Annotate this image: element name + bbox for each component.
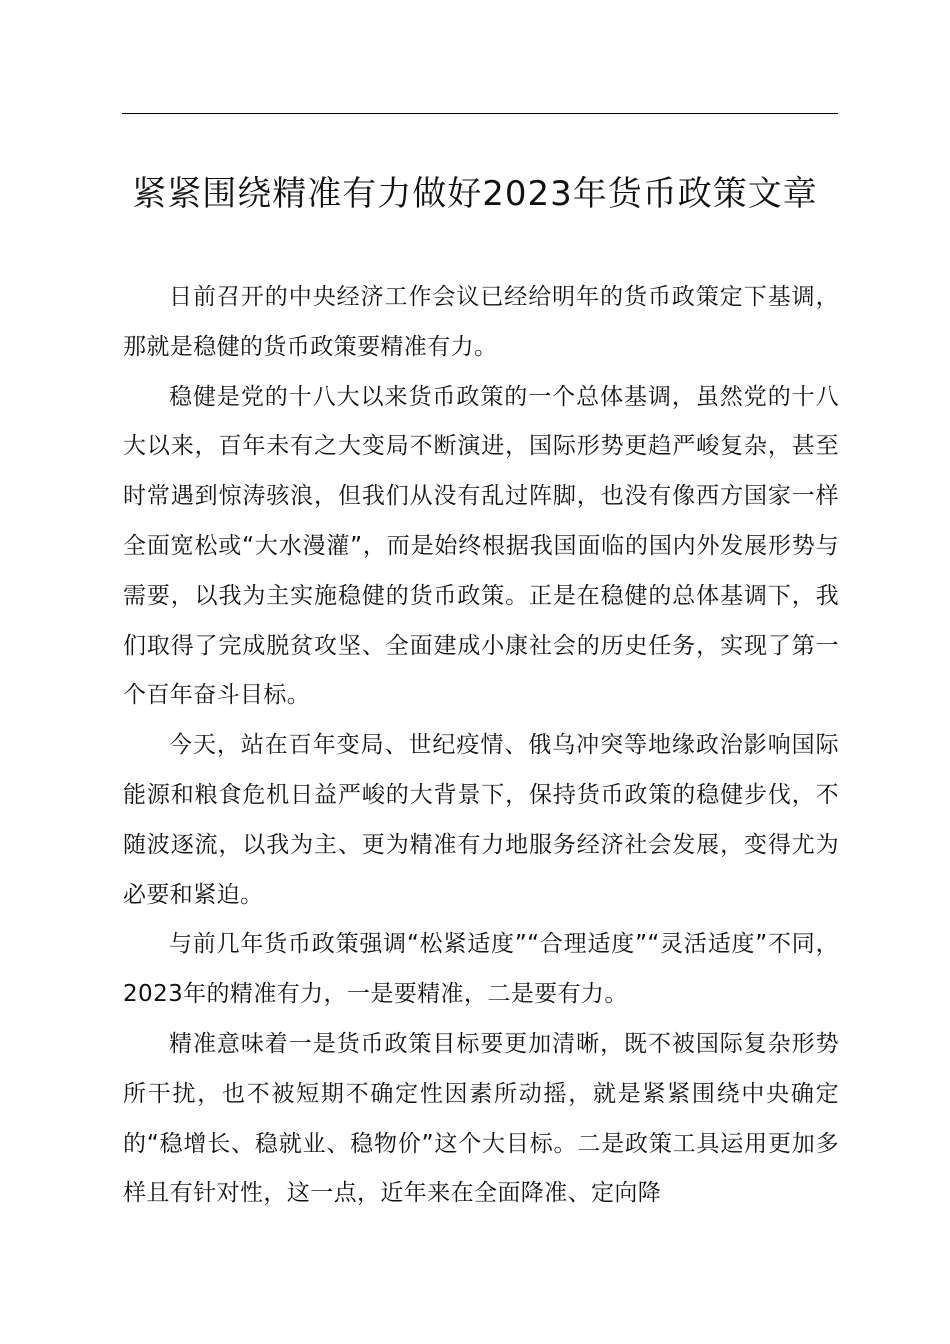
paragraph-1: 日前召开的中央经济工作会议已经给明年的货币政策定下基调，那就是稳健的货币政策要精准有力。 <box>123 284 839 360</box>
document-title: 紧紧围绕精准有力做好2023年货币政策文章 <box>132 174 818 214</box>
paragraph-3: 今天，站在百年变局、世纪疫情、俄乌冲突等地缘政治影响国际能源和粮食危机日益严峻的大背景下，保持货币政策的稳健步伐，不随波逐流，以我为主、更为精准有力地服务经济社会发展，变得尤为必要和紧迫。 <box>123 732 839 908</box>
header-rule <box>122 113 838 114</box>
paragraph-4: 与前几年货币政策强调“松紧适度”“合理适度”“灵活适度”不同，2023年的精准有力，一是要精准，二是要有力。 <box>123 931 839 1008</box>
paragraph-5: 精准意味着一是货币政策目标要更加清晰，既不被国际复杂形势所干扰，也不被短期不确定性因素所动摇，就是紧紧围绕中央确定的“稳增长、稳就业、稳物价”这个大目标。二是政策工具运用更加多样且有针对性，这一点，近年来在全面降准、定向降 <box>123 1030 839 1207</box>
document-body <box>123 273 839 1219</box>
paragraph-2: 稳健是党的十八大以来货币政策的一个总体基调，虽然党的十八大以来，百年未有之大变局不断演进，国际形势更趋严峻复杂，甚至时常遇到惊涛骇浪，但我们从没有乱过阵脚，也没有像西方国家一样全面宽松或“大水漫灌”，而是始终根据我国面临的国内外发展形势与需要，以我为主实施稳健的货币政策。正是在稳健的总体基调下，我们取得了完成脱贫攻坚、全面建成小康社会的历史任务，实现了第一个百年奋斗目标。 <box>123 383 839 709</box>
